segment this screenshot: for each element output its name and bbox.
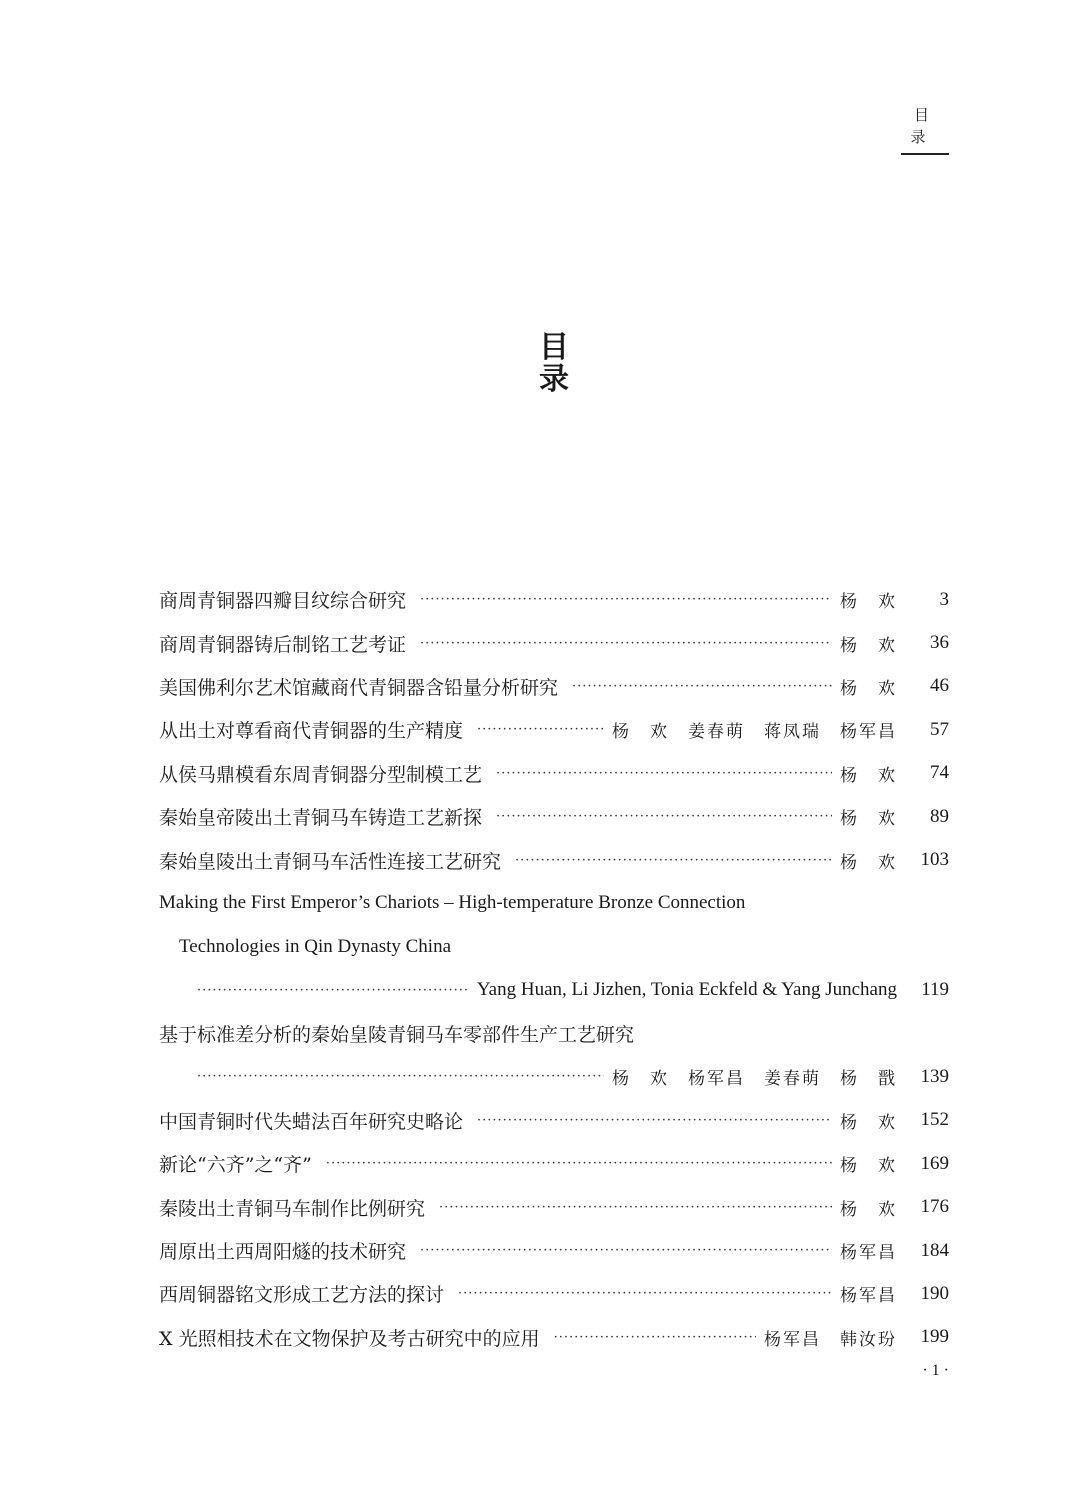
toc-entry-page: 199: [920, 1326, 949, 1348]
toc-entry-page: 74: [930, 762, 949, 784]
toc-entry-page: 3: [939, 588, 949, 610]
toc-entry-authors: 杨 欢 姜春萌 蒋凤瑞 杨军昌: [612, 722, 897, 743]
toc-entry-authors: 杨 欢 杨军昌 姜春萌 杨 戬: [612, 1069, 897, 1090]
toc-entry-page: 169: [920, 1152, 949, 1174]
toc-leader-dots: [420, 593, 832, 606]
toc-entry-authors: 杨 欢: [840, 678, 897, 699]
toc-entry-title: 商周青铜器铸后制铭工艺考证: [159, 633, 407, 656]
page-title-line-1: 目: [539, 330, 569, 365]
toc-entry-title: 周原出土西周阳燧的技术研究: [159, 1241, 407, 1264]
toc-entry[interactable]: [159, 1229, 949, 1272]
toc-entry[interactable]: [159, 708, 949, 751]
toc-leader-dots: [326, 1157, 832, 1170]
toc-entry[interactable]: [159, 578, 949, 621]
toc-entry-title: 从侯马鼎模看东周青铜器分型制模工艺: [159, 763, 483, 786]
toc-entry-title: 中国青铜时代失蜡法百年研究史略论: [159, 1110, 464, 1133]
toc-leader-dots: [572, 680, 832, 693]
toc-entry-authors: 杨 欢: [840, 1199, 897, 1220]
toc-entry-authors: 杨 欢: [840, 635, 897, 656]
toc-entry-authors: 杨军昌: [840, 1243, 897, 1264]
toc-entry-page: 176: [920, 1196, 949, 1218]
toc-entry[interactable]: [159, 838, 949, 881]
toc-entry-title: 从出土对尊看商代青铜器的生产精度: [159, 720, 464, 743]
toc-entry-authors-line[interactable]: [159, 1055, 949, 1098]
toc-entry-authors: 杨 欢: [840, 809, 897, 830]
toc-entry-title: 美国佛利尔艺术馆藏商代青铜器含铅量分析研究: [159, 676, 559, 699]
toc-entry-title: 秦始皇帝陵出土青铜马车铸造工艺新探: [159, 807, 483, 830]
toc-leader-dots: [477, 1114, 832, 1127]
toc-entry-authors: 杨 欢: [840, 592, 897, 613]
toc-leader-dots: [197, 1070, 604, 1083]
toc-leader-dots: [197, 984, 469, 997]
toc-entry[interactable]: [159, 1185, 949, 1228]
toc-entry-title: 西周铜器铭文形成工艺方法的探讨: [159, 1284, 445, 1307]
toc-entry[interactable]: [159, 1272, 949, 1315]
toc-entry-title: 商周青铜器四瓣目纹综合研究: [159, 590, 407, 613]
toc-entry[interactable]: [159, 795, 949, 838]
toc-entry[interactable]: [159, 621, 949, 664]
page-title-line-2: 录: [539, 362, 569, 397]
toc-entry-english-title-line-2[interactable]: [159, 925, 949, 968]
toc-entry-page: 103: [920, 849, 949, 871]
toc-leader-dots: [515, 854, 832, 867]
toc-entry-page: 152: [920, 1109, 949, 1131]
toc-leader-dots: [554, 1331, 756, 1344]
toc-entry-authors: Yang Huan, Li Jizhen, Tonia Eckfeld & Yang Junchang: [476, 979, 897, 1001]
toc-entry-page: 184: [920, 1239, 949, 1261]
toc-entry-authors: 杨 欢: [840, 765, 897, 786]
toc-entry-english-title-line-1[interactable]: [159, 882, 949, 925]
toc-leader-dots: [496, 767, 832, 780]
toc-entry[interactable]: [159, 1142, 949, 1185]
toc-leader-dots: [420, 1244, 832, 1257]
toc-entry-page: 36: [930, 632, 949, 654]
toc-leader-dots: [420, 637, 832, 650]
toc-leader-dots: [496, 810, 832, 823]
toc-leader-dots: [458, 1287, 832, 1300]
toc-entry-title: 秦陵出土青铜马车制作比例研究: [159, 1197, 426, 1220]
toc-entry-title: 秦始皇陵出土青铜马车活性连接工艺研究: [159, 850, 502, 873]
toc-entry-page: 57: [930, 718, 949, 740]
toc-entry-authors: 杨 欢: [840, 1112, 897, 1133]
toc-entry-page: 139: [920, 1065, 949, 1087]
toc-entry-english-authors-line[interactable]: [159, 969, 949, 1012]
toc-entry[interactable]: [159, 1316, 949, 1359]
toc-leader-dots: [439, 1201, 832, 1214]
page-number: · 1 ·: [922, 1362, 949, 1379]
toc-entry-title-line[interactable]: [159, 1012, 949, 1055]
toc-entry-title-continued: Technologies in Qin Dynasty China: [179, 935, 452, 957]
toc-entry-page: 119: [921, 979, 949, 1001]
toc-entry[interactable]: [159, 752, 949, 795]
toc-entry-title: X 光照相技术在文物保护及考古研究中的应用: [159, 1327, 540, 1350]
toc-entry-page: 46: [930, 675, 949, 697]
toc-entry-page: 89: [930, 805, 949, 827]
toc-entry-title: 基于标准差分析的秦始皇陵青铜马车零部件生产工艺研究: [159, 1024, 635, 1047]
toc-entry-authors: 杨军昌: [840, 1286, 897, 1307]
toc-entry[interactable]: [159, 665, 949, 708]
page-title: [528, 332, 580, 396]
toc-leader-dots: [477, 723, 604, 736]
toc-entry-authors: 杨 欢: [840, 852, 897, 873]
toc-entry-title: 新论“六齐”之“齐”: [159, 1154, 312, 1177]
toc-entry-authors: 杨军昌 韩汝玢: [764, 1329, 897, 1350]
toc-entry-authors: 杨 欢: [840, 1156, 897, 1177]
toc-entry[interactable]: [159, 1099, 949, 1142]
table-of-contents: [159, 578, 949, 1359]
toc-entry-page: 190: [920, 1282, 949, 1304]
toc-entry-title: Making the First Emperor’s Chariots – High-temperature Bronze Connection: [159, 892, 746, 914]
running-header: 目 录: [901, 104, 949, 155]
